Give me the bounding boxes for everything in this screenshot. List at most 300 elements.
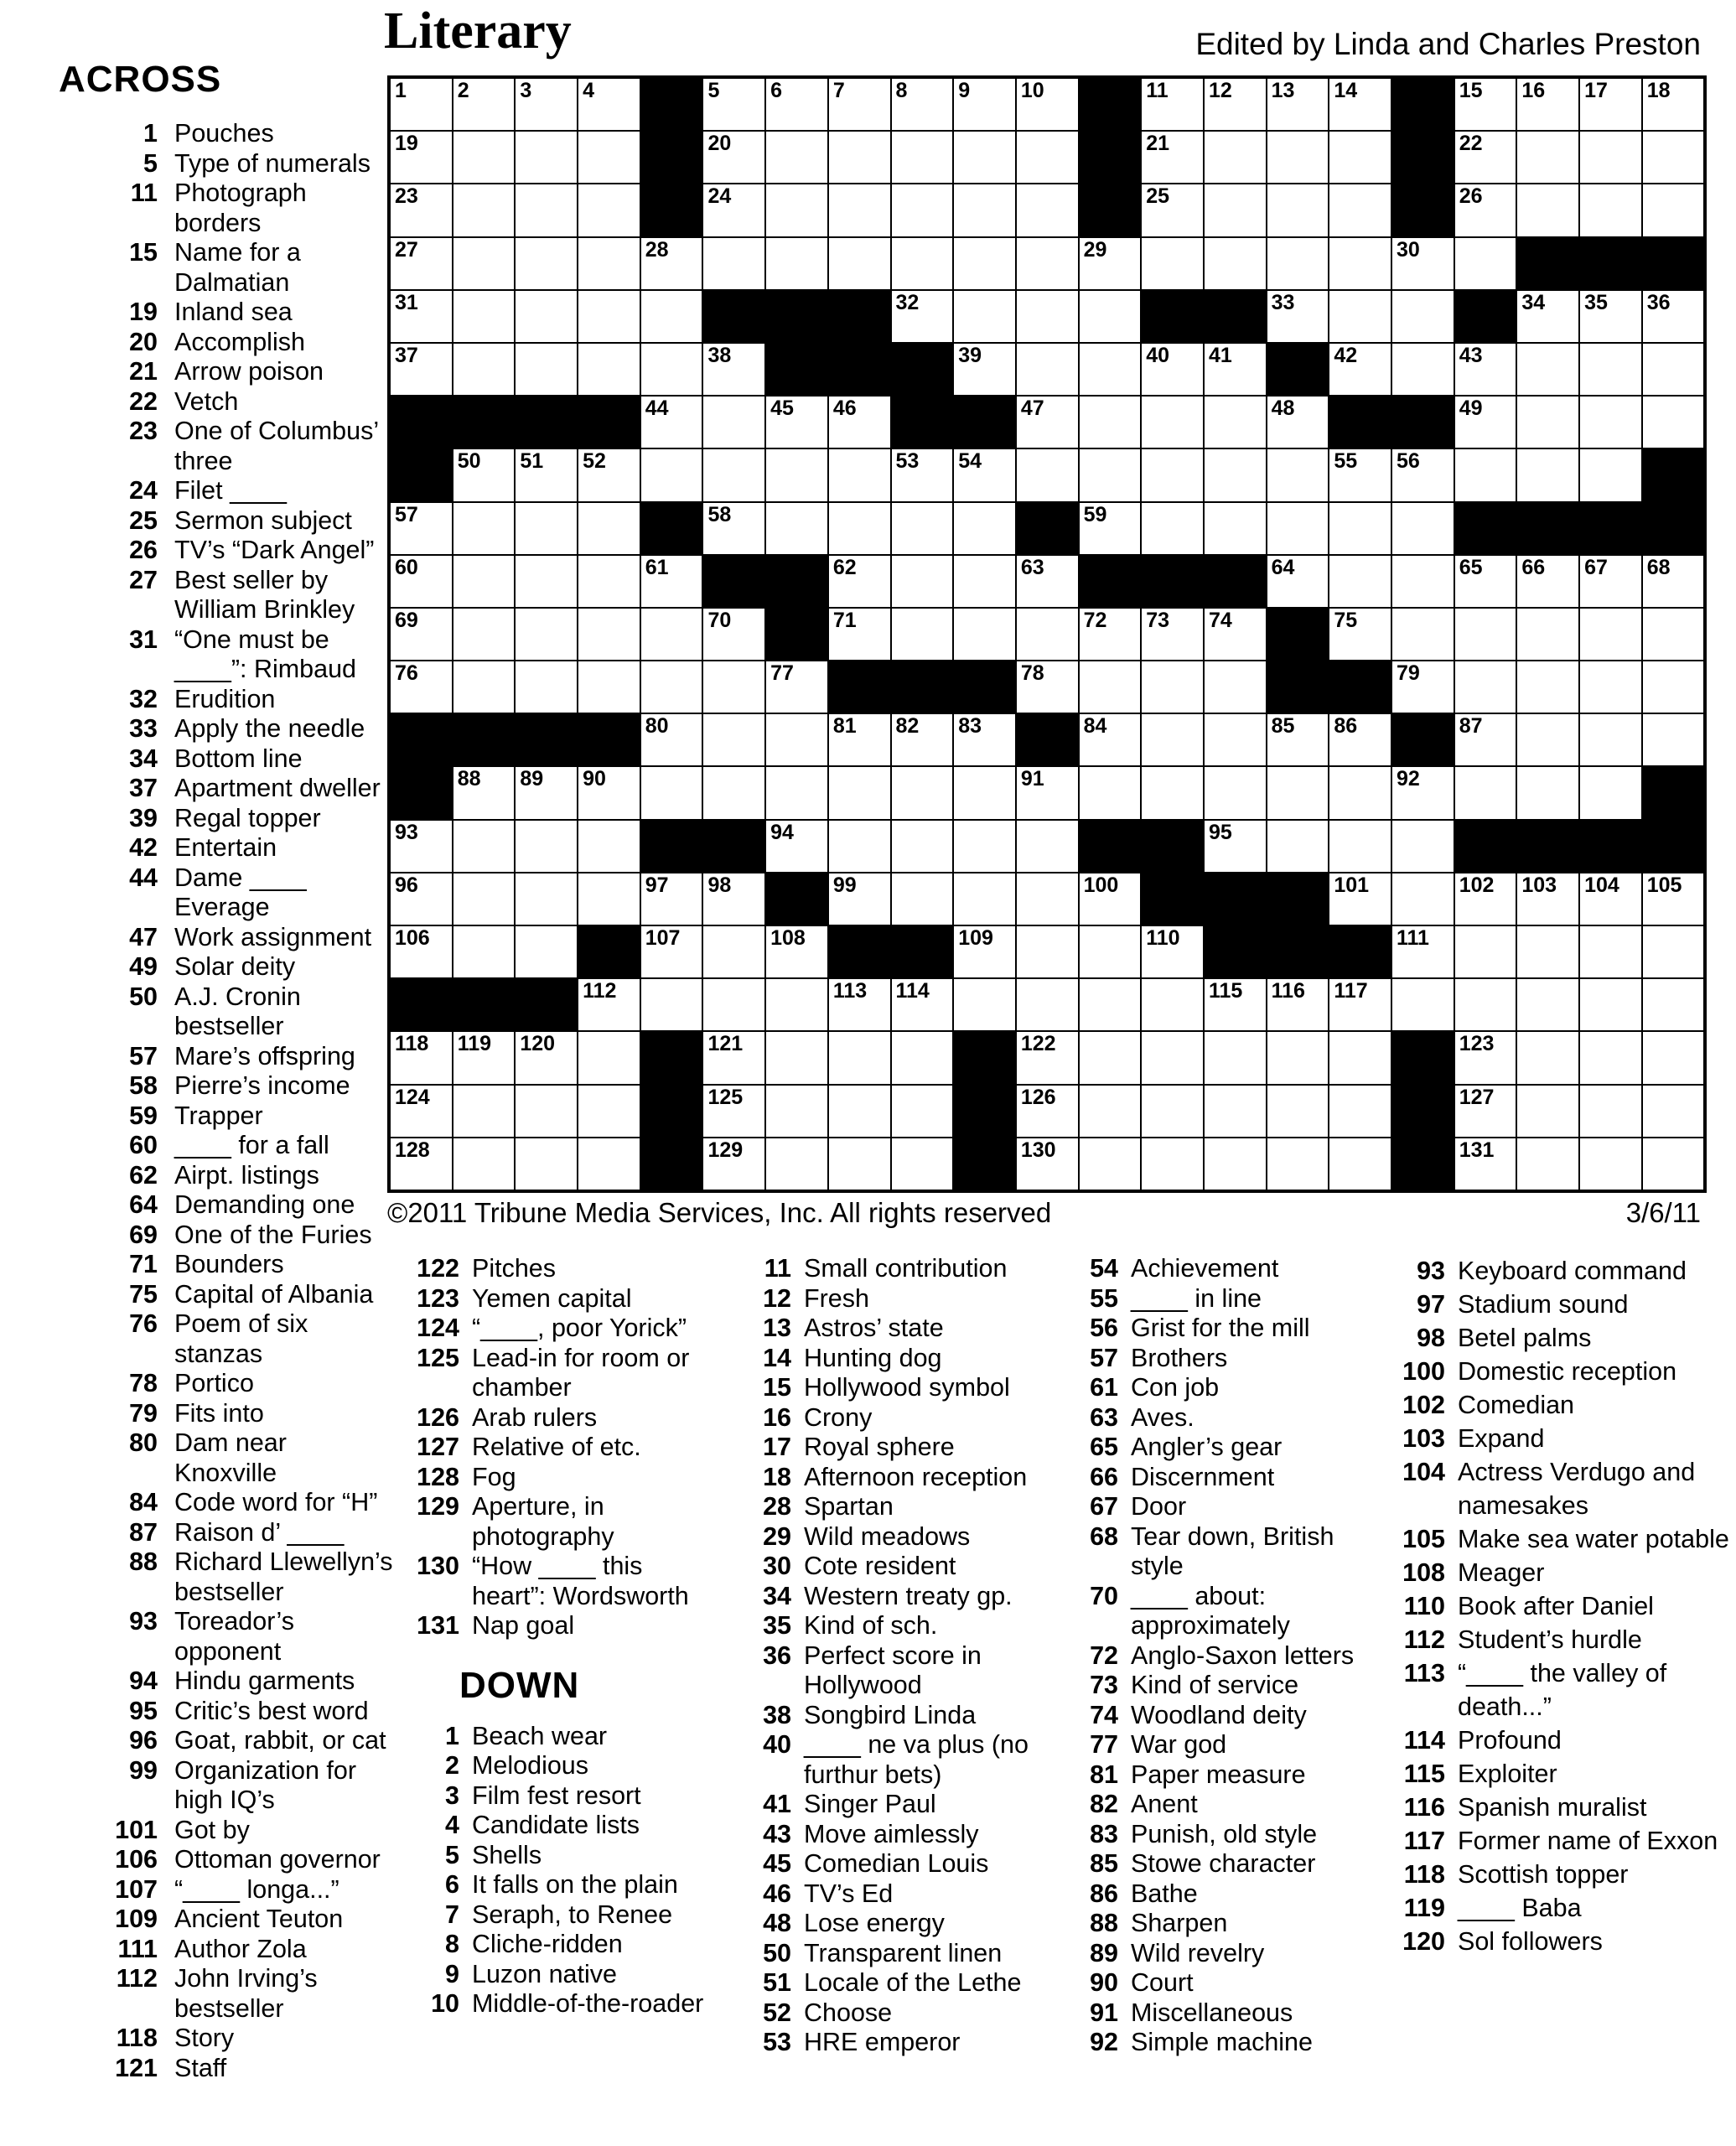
grid-cell[interactable] xyxy=(1579,978,1642,1031)
grid-cell[interactable] xyxy=(953,343,1016,396)
grid-cell[interactable] xyxy=(765,78,828,131)
grid-cell[interactable] xyxy=(1391,925,1454,978)
grid-cell[interactable] xyxy=(1267,448,1329,501)
grid-cell[interactable] xyxy=(1016,78,1079,131)
grid-cell[interactable] xyxy=(1079,502,1142,555)
grid-cell[interactable] xyxy=(828,1031,891,1084)
grid-cell[interactable] xyxy=(765,713,828,766)
grid-cell[interactable] xyxy=(1579,925,1642,978)
grid-cell[interactable] xyxy=(640,396,703,448)
grid-cell[interactable] xyxy=(1579,343,1642,396)
grid-cell[interactable] xyxy=(1329,502,1391,555)
grid-cell[interactable] xyxy=(702,448,765,501)
grid-cell[interactable] xyxy=(828,396,891,448)
grid-cell[interactable] xyxy=(453,1085,516,1138)
grid-cell[interactable] xyxy=(640,608,703,661)
grid-cell[interactable] xyxy=(515,502,578,555)
grid-cell[interactable] xyxy=(453,608,516,661)
grid-cell[interactable] xyxy=(702,78,765,131)
grid-cell[interactable] xyxy=(953,237,1016,290)
grid-cell[interactable] xyxy=(1329,713,1391,766)
grid-cell[interactable] xyxy=(1579,713,1642,766)
grid-cell[interactable] xyxy=(515,555,578,608)
grid-cell[interactable] xyxy=(1016,1031,1079,1084)
grid-cell[interactable] xyxy=(578,237,640,290)
grid-cell[interactable] xyxy=(953,448,1016,501)
grid-cell[interactable] xyxy=(1642,184,1705,236)
grid-cell[interactable] xyxy=(1267,184,1329,236)
grid-cell[interactable] xyxy=(765,131,828,184)
grid-cell[interactable] xyxy=(828,608,891,661)
grid-cell[interactable] xyxy=(1516,555,1579,608)
grid-cell[interactable] xyxy=(1267,78,1329,131)
grid-cell[interactable] xyxy=(1016,608,1079,661)
grid-cell[interactable] xyxy=(390,343,453,396)
grid-cell[interactable] xyxy=(1642,1031,1705,1084)
grid-cell[interactable] xyxy=(891,131,954,184)
grid-cell[interactable] xyxy=(953,925,1016,978)
grid-cell[interactable] xyxy=(1454,661,1517,713)
grid-cell[interactable] xyxy=(578,978,640,1031)
grid-cell[interactable] xyxy=(1454,1031,1517,1084)
grid-cell[interactable] xyxy=(1016,131,1079,184)
grid-cell[interactable] xyxy=(515,184,578,236)
grid-cell[interactable] xyxy=(1516,1138,1579,1190)
grid-cell[interactable] xyxy=(1454,343,1517,396)
grid-cell[interactable] xyxy=(453,766,516,819)
grid-cell[interactable] xyxy=(1454,1085,1517,1138)
grid-cell[interactable] xyxy=(1642,396,1705,448)
grid-cell[interactable] xyxy=(390,1138,453,1190)
grid-cell[interactable] xyxy=(1391,661,1454,713)
grid-cell[interactable] xyxy=(702,1085,765,1138)
grid-cell[interactable] xyxy=(1454,131,1517,184)
grid-cell[interactable] xyxy=(702,1031,765,1084)
grid-cell[interactable] xyxy=(390,873,453,925)
grid-cell[interactable] xyxy=(640,713,703,766)
grid-cell[interactable] xyxy=(453,820,516,873)
grid-cell[interactable] xyxy=(953,713,1016,766)
grid-cell[interactable] xyxy=(1642,343,1705,396)
grid-cell[interactable] xyxy=(640,978,703,1031)
grid-cell[interactable] xyxy=(953,290,1016,343)
grid-cell[interactable] xyxy=(1141,1031,1204,1084)
grid-cell[interactable] xyxy=(891,448,954,501)
grid-cell[interactable] xyxy=(1079,448,1142,501)
grid-cell[interactable] xyxy=(765,237,828,290)
grid-cell[interactable] xyxy=(828,766,891,819)
grid-cell[interactable] xyxy=(891,290,954,343)
grid-cell[interactable] xyxy=(1016,661,1079,713)
grid-cell[interactable] xyxy=(953,873,1016,925)
grid-cell[interactable] xyxy=(1329,237,1391,290)
grid-cell[interactable] xyxy=(1454,237,1517,290)
grid-cell[interactable] xyxy=(828,78,891,131)
grid-cell[interactable] xyxy=(453,184,516,236)
grid-cell[interactable] xyxy=(1329,766,1391,819)
grid-cell[interactable] xyxy=(891,873,954,925)
grid-cell[interactable] xyxy=(1391,608,1454,661)
grid-cell[interactable] xyxy=(1079,978,1142,1031)
grid-cell[interactable] xyxy=(578,448,640,501)
grid-cell[interactable] xyxy=(1454,713,1517,766)
grid-cell[interactable] xyxy=(1141,131,1204,184)
grid-cell[interactable] xyxy=(702,661,765,713)
grid-cell[interactable] xyxy=(578,1138,640,1190)
grid-cell[interactable] xyxy=(453,131,516,184)
grid-cell[interactable] xyxy=(1204,131,1267,184)
grid-cell[interactable] xyxy=(515,1138,578,1190)
grid-cell[interactable] xyxy=(828,978,891,1031)
grid-cell[interactable] xyxy=(1267,396,1329,448)
grid-cell[interactable] xyxy=(1267,502,1329,555)
grid-cell[interactable] xyxy=(891,502,954,555)
grid-cell[interactable] xyxy=(1204,1138,1267,1190)
grid-cell[interactable] xyxy=(1204,502,1267,555)
grid-cell[interactable] xyxy=(1141,78,1204,131)
grid-cell[interactable] xyxy=(765,396,828,448)
grid-cell[interactable] xyxy=(765,1138,828,1190)
grid-cell[interactable] xyxy=(1579,78,1642,131)
grid-cell[interactable] xyxy=(453,237,516,290)
grid-cell[interactable] xyxy=(1516,608,1579,661)
grid-cell[interactable] xyxy=(702,396,765,448)
grid-cell[interactable] xyxy=(1642,290,1705,343)
grid-cell[interactable] xyxy=(1579,1031,1642,1084)
grid-cell[interactable] xyxy=(891,184,954,236)
grid-cell[interactable] xyxy=(1516,448,1579,501)
grid-cell[interactable] xyxy=(702,766,765,819)
grid-cell[interactable] xyxy=(1204,766,1267,819)
grid-cell[interactable] xyxy=(453,661,516,713)
grid-cell[interactable] xyxy=(578,820,640,873)
grid-cell[interactable] xyxy=(578,766,640,819)
grid-cell[interactable] xyxy=(1267,555,1329,608)
grid-cell[interactable] xyxy=(1204,396,1267,448)
grid-cell[interactable] xyxy=(1579,290,1642,343)
grid-cell[interactable] xyxy=(1391,978,1454,1031)
grid-cell[interactable] xyxy=(390,1031,453,1084)
grid-cell[interactable] xyxy=(1329,978,1391,1031)
grid-cell[interactable] xyxy=(640,290,703,343)
grid-cell[interactable] xyxy=(578,131,640,184)
grid-cell[interactable] xyxy=(1141,978,1204,1031)
grid-cell[interactable] xyxy=(1267,237,1329,290)
grid-cell[interactable] xyxy=(578,184,640,236)
grid-cell[interactable] xyxy=(515,873,578,925)
grid-cell[interactable] xyxy=(1267,290,1329,343)
grid-cell[interactable] xyxy=(1329,290,1391,343)
grid-cell[interactable] xyxy=(390,661,453,713)
grid-cell[interactable] xyxy=(765,661,828,713)
grid-cell[interactable] xyxy=(702,713,765,766)
grid-cell[interactable] xyxy=(1016,396,1079,448)
grid-cell[interactable] xyxy=(891,820,954,873)
grid-cell[interactable] xyxy=(1516,661,1579,713)
grid-cell[interactable] xyxy=(390,131,453,184)
grid-cell[interactable] xyxy=(1016,1085,1079,1138)
grid-cell[interactable] xyxy=(828,1138,891,1190)
grid-cell[interactable] xyxy=(828,1085,891,1138)
grid-cell[interactable] xyxy=(1079,343,1142,396)
grid-cell[interactable] xyxy=(891,713,954,766)
grid-cell[interactable] xyxy=(953,555,1016,608)
grid-cell[interactable] xyxy=(828,873,891,925)
grid-cell[interactable] xyxy=(1204,237,1267,290)
grid-cell[interactable] xyxy=(578,290,640,343)
grid-cell[interactable] xyxy=(953,608,1016,661)
grid-cell[interactable] xyxy=(953,502,1016,555)
grid-cell[interactable] xyxy=(1516,766,1579,819)
grid-cell[interactable] xyxy=(515,661,578,713)
grid-cell[interactable] xyxy=(515,343,578,396)
grid-cell[interactable] xyxy=(1204,820,1267,873)
grid-cell[interactable] xyxy=(1141,448,1204,501)
grid-cell[interactable] xyxy=(1016,978,1079,1031)
grid-cell[interactable] xyxy=(765,502,828,555)
grid-cell[interactable] xyxy=(453,1138,516,1190)
grid-cell[interactable] xyxy=(891,237,954,290)
grid-cell[interactable] xyxy=(453,290,516,343)
grid-cell[interactable] xyxy=(390,184,453,236)
grid-cell[interactable] xyxy=(765,978,828,1031)
grid-cell[interactable] xyxy=(1204,1085,1267,1138)
grid-cell[interactable] xyxy=(1141,713,1204,766)
grid-cell[interactable] xyxy=(578,661,640,713)
grid-cell[interactable] xyxy=(1454,873,1517,925)
grid-cell[interactable] xyxy=(1079,237,1142,290)
grid-cell[interactable] xyxy=(1079,713,1142,766)
grid-cell[interactable] xyxy=(1579,131,1642,184)
grid-cell[interactable] xyxy=(515,820,578,873)
grid-cell[interactable] xyxy=(1516,131,1579,184)
grid-cell[interactable] xyxy=(765,184,828,236)
grid-cell[interactable] xyxy=(390,820,453,873)
grid-cell[interactable] xyxy=(578,1085,640,1138)
grid-cell[interactable] xyxy=(1141,661,1204,713)
grid-cell[interactable] xyxy=(1141,766,1204,819)
grid-cell[interactable] xyxy=(765,820,828,873)
grid-cell[interactable] xyxy=(578,78,640,131)
grid-cell[interactable] xyxy=(1579,873,1642,925)
grid-cell[interactable] xyxy=(578,873,640,925)
grid-cell[interactable] xyxy=(702,925,765,978)
grid-cell[interactable] xyxy=(1579,1138,1642,1190)
grid-cell[interactable] xyxy=(1516,1031,1579,1084)
grid-cell[interactable] xyxy=(1204,713,1267,766)
grid-cell[interactable] xyxy=(390,290,453,343)
grid-cell[interactable] xyxy=(1079,608,1142,661)
grid-cell[interactable] xyxy=(1329,78,1391,131)
grid-cell[interactable] xyxy=(702,608,765,661)
grid-cell[interactable] xyxy=(390,925,453,978)
grid-cell[interactable] xyxy=(1579,766,1642,819)
grid-cell[interactable] xyxy=(1204,608,1267,661)
grid-cell[interactable] xyxy=(702,978,765,1031)
grid-cell[interactable] xyxy=(1516,873,1579,925)
grid-cell[interactable] xyxy=(702,237,765,290)
grid-cell[interactable] xyxy=(1329,820,1391,873)
grid-cell[interactable] xyxy=(953,78,1016,131)
grid-cell[interactable] xyxy=(1516,713,1579,766)
grid-cell[interactable] xyxy=(1642,713,1705,766)
grid-cell[interactable] xyxy=(891,978,954,1031)
grid-cell[interactable] xyxy=(1079,1138,1142,1190)
grid-cell[interactable] xyxy=(1329,555,1391,608)
grid-cell[interactable] xyxy=(515,925,578,978)
grid-cell[interactable] xyxy=(765,1031,828,1084)
grid-cell[interactable] xyxy=(1579,608,1642,661)
grid-cell[interactable] xyxy=(390,502,453,555)
grid-cell[interactable] xyxy=(1016,555,1079,608)
grid-cell[interactable] xyxy=(891,78,954,131)
grid-cell[interactable] xyxy=(515,766,578,819)
grid-cell[interactable] xyxy=(891,608,954,661)
grid-cell[interactable] xyxy=(1391,820,1454,873)
grid-cell[interactable] xyxy=(1267,1085,1329,1138)
grid-cell[interactable] xyxy=(1642,873,1705,925)
grid-cell[interactable] xyxy=(828,555,891,608)
grid-cell[interactable] xyxy=(1141,502,1204,555)
grid-cell[interactable] xyxy=(578,343,640,396)
grid-cell[interactable] xyxy=(828,502,891,555)
grid-cell[interactable] xyxy=(1016,1138,1079,1190)
grid-cell[interactable] xyxy=(453,873,516,925)
grid-cell[interactable] xyxy=(1079,925,1142,978)
grid-cell[interactable] xyxy=(515,237,578,290)
grid-cell[interactable] xyxy=(640,343,703,396)
grid-cell[interactable] xyxy=(1329,1138,1391,1190)
grid-cell[interactable] xyxy=(1579,555,1642,608)
grid-cell[interactable] xyxy=(702,343,765,396)
grid-cell[interactable] xyxy=(1516,925,1579,978)
grid-cell[interactable] xyxy=(953,978,1016,1031)
grid-cell[interactable] xyxy=(1642,661,1705,713)
grid-cell[interactable] xyxy=(1016,820,1079,873)
grid-cell[interactable] xyxy=(891,1138,954,1190)
grid-cell[interactable] xyxy=(640,555,703,608)
grid-cell[interactable] xyxy=(891,1031,954,1084)
grid-cell[interactable] xyxy=(891,1085,954,1138)
grid-cell[interactable] xyxy=(1579,1085,1642,1138)
grid-cell[interactable] xyxy=(1329,131,1391,184)
grid-cell[interactable] xyxy=(1454,608,1517,661)
grid-cell[interactable] xyxy=(1516,184,1579,236)
grid-cell[interactable] xyxy=(1579,184,1642,236)
grid-cell[interactable] xyxy=(515,78,578,131)
grid-cell[interactable] xyxy=(1642,555,1705,608)
grid-cell[interactable] xyxy=(578,555,640,608)
grid-cell[interactable] xyxy=(1267,978,1329,1031)
grid-cell[interactable] xyxy=(828,820,891,873)
grid-cell[interactable] xyxy=(1454,1138,1517,1190)
grid-cell[interactable] xyxy=(1079,873,1142,925)
grid-cell[interactable] xyxy=(1391,237,1454,290)
grid-cell[interactable] xyxy=(828,237,891,290)
grid-cell[interactable] xyxy=(1267,131,1329,184)
grid-cell[interactable] xyxy=(640,448,703,501)
grid-cell[interactable] xyxy=(390,78,453,131)
grid-cell[interactable] xyxy=(1454,766,1517,819)
grid-cell[interactable] xyxy=(1391,502,1454,555)
grid-cell[interactable] xyxy=(765,925,828,978)
grid-cell[interactable] xyxy=(1516,396,1579,448)
grid-cell[interactable] xyxy=(1642,1085,1705,1138)
grid-cell[interactable] xyxy=(1391,555,1454,608)
grid-cell[interactable] xyxy=(1016,925,1079,978)
grid-cell[interactable] xyxy=(578,502,640,555)
grid-cell[interactable] xyxy=(1204,661,1267,713)
grid-cell[interactable] xyxy=(1579,396,1642,448)
grid-cell[interactable] xyxy=(1579,448,1642,501)
grid-cell[interactable] xyxy=(953,184,1016,236)
grid-cell[interactable] xyxy=(1141,396,1204,448)
grid-cell[interactable] xyxy=(1642,131,1705,184)
grid-cell[interactable] xyxy=(953,766,1016,819)
grid-cell[interactable] xyxy=(1016,343,1079,396)
grid-cell[interactable] xyxy=(640,925,703,978)
grid-cell[interactable] xyxy=(1141,1138,1204,1190)
grid-cell[interactable] xyxy=(1454,555,1517,608)
grid-cell[interactable] xyxy=(1642,608,1705,661)
grid-cell[interactable] xyxy=(1391,290,1454,343)
grid-cell[interactable] xyxy=(765,1085,828,1138)
grid-cell[interactable] xyxy=(1267,820,1329,873)
grid-cell[interactable] xyxy=(1204,184,1267,236)
grid-cell[interactable] xyxy=(1329,873,1391,925)
grid-cell[interactable] xyxy=(1016,184,1079,236)
grid-cell[interactable] xyxy=(1141,925,1204,978)
grid-cell[interactable] xyxy=(1079,1085,1142,1138)
grid-cell[interactable] xyxy=(1267,1031,1329,1084)
grid-cell[interactable] xyxy=(1642,78,1705,131)
grid-cell[interactable] xyxy=(453,448,516,501)
grid-cell[interactable] xyxy=(515,1085,578,1138)
grid-cell[interactable] xyxy=(1079,396,1142,448)
grid-cell[interactable] xyxy=(390,1085,453,1138)
grid-cell[interactable] xyxy=(640,661,703,713)
grid-cell[interactable] xyxy=(453,555,516,608)
grid-cell[interactable] xyxy=(1267,713,1329,766)
grid-cell[interactable] xyxy=(1454,925,1517,978)
grid-cell[interactable] xyxy=(702,873,765,925)
grid-cell[interactable] xyxy=(1516,1085,1579,1138)
grid-cell[interactable] xyxy=(515,608,578,661)
grid-cell[interactable] xyxy=(1454,448,1517,501)
grid-cell[interactable] xyxy=(453,925,516,978)
grid-cell[interactable] xyxy=(1016,290,1079,343)
grid-cell[interactable] xyxy=(1016,873,1079,925)
grid-cell[interactable] xyxy=(702,1138,765,1190)
grid-cell[interactable] xyxy=(1267,1138,1329,1190)
grid-cell[interactable] xyxy=(1391,448,1454,501)
grid-cell[interactable] xyxy=(891,766,954,819)
grid-cell[interactable] xyxy=(891,555,954,608)
grid-cell[interactable] xyxy=(1391,343,1454,396)
grid-cell[interactable] xyxy=(1141,184,1204,236)
grid-cell[interactable] xyxy=(1329,448,1391,501)
grid-cell[interactable] xyxy=(1642,978,1705,1031)
grid-cell[interactable] xyxy=(1516,78,1579,131)
grid-cell[interactable] xyxy=(640,237,703,290)
grid-cell[interactable] xyxy=(1204,78,1267,131)
grid-cell[interactable] xyxy=(1079,661,1142,713)
grid-cell[interactable] xyxy=(702,184,765,236)
grid-cell[interactable] xyxy=(1329,608,1391,661)
grid-cell[interactable] xyxy=(1016,766,1079,819)
grid-cell[interactable] xyxy=(1016,237,1079,290)
grid-cell[interactable] xyxy=(1516,343,1579,396)
